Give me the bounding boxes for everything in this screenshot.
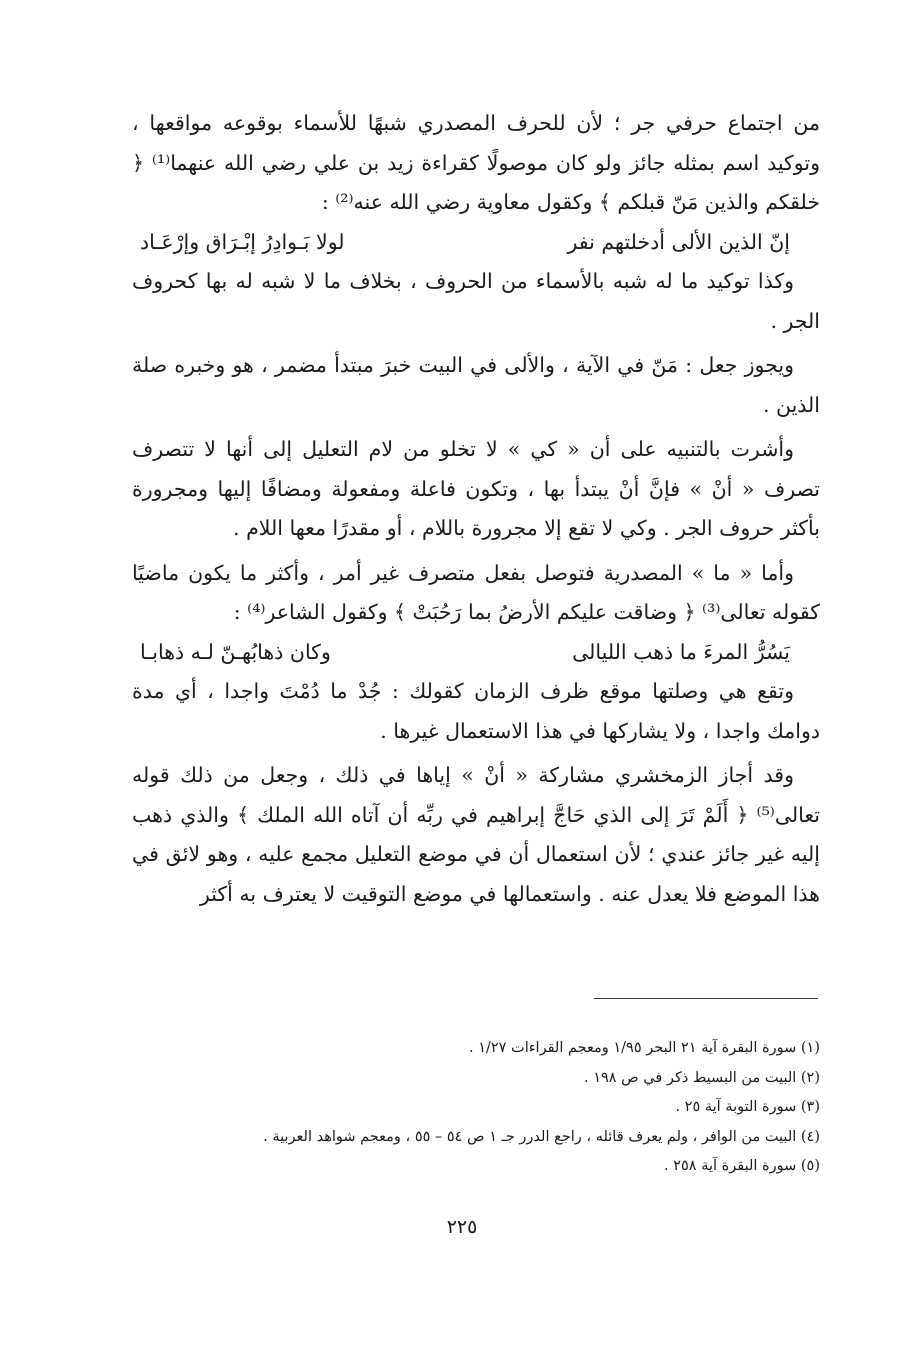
footnote-4: (٤) البيت من الوافر ، ولم يعرف قائله ، راجع الدرر جـ ١ ص ٥٤ – ٥٥ ، ومعجم شواهد العربية . xyxy=(263,1128,820,1145)
footnote-5: (٥) سورة البقرة آية ٢٥٨ . xyxy=(664,1158,820,1174)
footnote-3: (٣) سورة التوبة آية ٢٥ . xyxy=(675,1099,820,1115)
footnote-1: (١) سورة البقرة آية ٢١ البحر ١/٩٥ ومعجم القراءات ١/٢٧ . xyxy=(468,1040,820,1056)
footnote-2: (٢) البيت من البسيط ذكر في ص ١٩٨ . xyxy=(583,1069,820,1086)
paragraph-7: وقد أجاز الزمخشري مشاركة « أنْ » إياها في ذلك ، وجعل من ذلك قوله تعالى⁽⁵⁾ ﴿ أَلَمْ تَرَ إلى الذي حَاجَّ إبراهيم في ربِّه أن آتاه الله الملك ﴾ والذي ذهب إليه غير جائز عندي ؛ لأن استعمال أن في موضع التعليل مجمع عليه ، وهو لائق في هذا الموضع فلا يعدل عنه . واستعمالها في موضع التوقيت لا يعترف به أكثر xyxy=(132,763,820,906)
verse-2-second-hemistich: وكان ذهابُهـنّ لـه ذهابـا xyxy=(140,639,331,664)
verse-1-second-hemistich: لولا بَـوادِرُ إبْـرَاق وإرْعَـاد xyxy=(140,229,345,254)
footnotes xyxy=(132,1034,820,1182)
paragraph-6: وتقع هي وصلتها موقع ظرف الزمان كقولك : جُدْ ما دُمْتَ واجدا ، أي مدة دوامك واجدا ، ولا يشاركها في هذا الاستعمال غيرها . xyxy=(132,679,820,743)
page-number: ٢٢٥ xyxy=(446,1216,478,1238)
paragraph-3: ويجوز جعل : مَنّ في الآية ، والألى في البيت خبرَ مبتدأ مضمر ، هو وخبره صلة الذين . xyxy=(132,353,820,417)
footnote-separator xyxy=(594,998,818,999)
paragraph-2: وكذا توكيد ما له شبه بالأسماء من الحروف ، بخلاف ما لا شبه له بها كحروف الجر . xyxy=(132,269,820,333)
verse-1-first-hemistich: إنّ الذين الألى أدخلتهم نفر xyxy=(567,229,790,254)
paragraph-5: وأما « ما » المصدرية فتوصل بفعل متصرف غير أمر ، وأكثر ما يكون ماضيًا كقوله تعالى⁽³⁾ ﴿ وضاقت عليكم الأرضُ بما رَحُبَتْ ﴾ وكقول الشاعر⁽⁴⁾ : xyxy=(132,560,820,624)
verse-1 xyxy=(132,223,820,263)
paragraph-4: وأشرت بالتنبيه على أن « كي » لا تخلو من لام التعليل إلى أنها لا تتصرف تصرف « أنْ » فإنَّ أنْ يبتدأ بها ، وتكون فاعلة ومفعولة ومضافًا إليها ومجرورة بأكثر حروف الجر . وكي لا تقع إلا مجرورة باللام ، أو مقدرًا معها اللام . xyxy=(132,437,820,540)
verse-2-first-hemistich: يَسُرُّ المرءَ ما ذهب الليالى xyxy=(572,639,790,664)
main-text xyxy=(132,104,820,914)
paragraph-1: من اجتماع حرفي جر ؛ لأن للحرف المصدري شبهًا للأسماء بوقوعه مواقعها ، وتوكيد اسم بمثله جائز ولو كان موصولًا كقراءة زيد بن علي رضي الله عنهما⁽¹⁾ ﴿ خلقكم والذين مَنّ قبلكم ﴾ وكقول معاوية رضي الله عنه⁽²⁾ : xyxy=(132,111,820,214)
verse-2 xyxy=(132,633,820,673)
